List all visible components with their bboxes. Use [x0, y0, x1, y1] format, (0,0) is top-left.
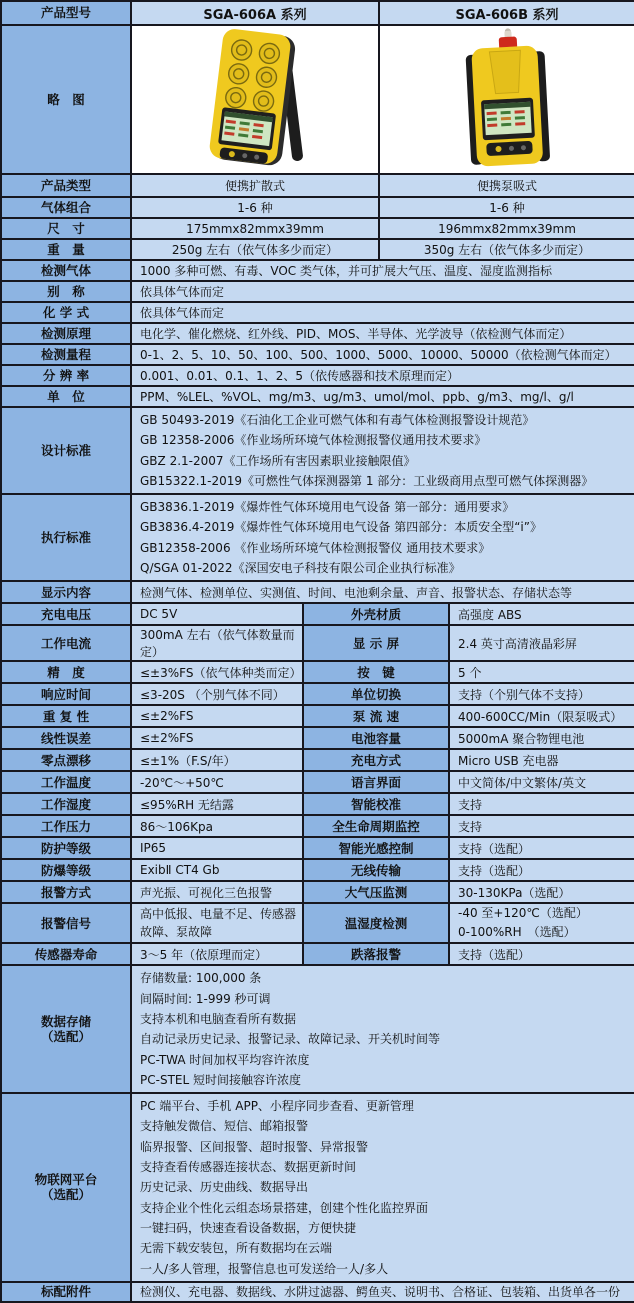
spec-value-right: 支持（选配）: [449, 837, 634, 859]
spec-label-line: （选配）: [40, 1187, 91, 1203]
standard-line: GBZ 2.1-2007《工作场所有害因素职业接触限值》: [140, 453, 416, 468]
spec-value-right: 支持（个别气体不支持）: [449, 683, 634, 705]
spec-value-a: 1-6 种: [131, 197, 379, 218]
spec-value-left: 300mA 左右（依气体数量而定）: [131, 625, 303, 661]
spec-value-left: DC 5V: [131, 603, 303, 625]
spec-value-a: 175mmx82mmx39mm: [131, 218, 379, 239]
spec-label: 尺 寸: [1, 218, 131, 239]
spec-label-line: 数据存储: [40, 1013, 91, 1029]
feature-line: 支持企业个性化云组态场景搭建，创建个性化监控界面: [140, 1200, 429, 1215]
spec-value-multiline: [131, 494, 634, 581]
spec-value-line: 0-100%RH （选配）: [458, 925, 576, 940]
spec-value-right: 5000mA 聚合物锂电池: [449, 727, 634, 749]
table-row: [1, 881, 634, 903]
spec-label-right: 智能校准: [303, 793, 449, 815]
table-row-exec-standards: [1, 494, 634, 581]
spec-value-right: 支持（选配）: [449, 943, 634, 965]
table-row: [1, 197, 634, 218]
spec-label-left: 精 度: [1, 661, 131, 683]
series-b-header: SGA-606B 系列: [379, 1, 634, 25]
spec-value-right: 400-600CC/Min（限泵吸式）: [449, 705, 634, 727]
spec-value-right: [449, 903, 634, 943]
spec-value-right: 支持（选配）: [449, 859, 634, 881]
spec-value: 检测气体、检测单位、实测值、时间、电池剩余量、声音、报警状态、存储状态等: [131, 581, 634, 603]
table-row: [1, 323, 634, 344]
spec-label: 执行标准: [1, 494, 131, 581]
spec-value-a: 便携扩散式: [131, 174, 379, 197]
spec-label-left: 线性误差: [1, 727, 131, 749]
table-row-header: [1, 1, 634, 25]
feature-line: 支持触发微信、短信、邮箱报警: [140, 1119, 309, 1134]
spec-value: 检测仪、充电器、数据线、水阱过滤器、鳄鱼夹、说明书、合格证、包装箱、出货单各一份: [131, 1282, 634, 1302]
table-row: [1, 344, 634, 365]
series-a-header: SGA-606A 系列: [131, 1, 379, 25]
spec-value-right: 中文简体/中文繁体/英文: [449, 771, 634, 793]
feature-line: 一键扫码，快速查看设备数据，方便快捷: [140, 1220, 357, 1235]
standard-line: GB15322.1-2019《可燃性气体探测器第 1 部分：工业级商用点型可燃气体探测器》: [140, 473, 594, 488]
spec-label-right: 智能光感控制: [303, 837, 449, 859]
spec-value-b: 196mmx82mmx39mm: [379, 218, 634, 239]
spec-label: 检测原理: [1, 323, 131, 344]
standard-line: Q/SGA 01-2022《深国安电子科技有限公司企业执行标准》: [140, 561, 461, 576]
spec-value: 依具体气体而定: [131, 302, 634, 323]
spec-label: 别 称: [1, 281, 131, 302]
device-a-image-cell: [131, 25, 379, 174]
spec-value-multiline: [131, 965, 634, 1093]
spec-label-left: 报警信号: [1, 903, 131, 943]
table-row: [1, 302, 634, 323]
feature-line: PC 端平台、手机 APP、小程序同步查看、更新管理: [140, 1099, 414, 1114]
table-row-alarm-signal: [1, 903, 634, 943]
table-row: [1, 815, 634, 837]
table-row-data-storage: [1, 965, 634, 1093]
spec-value-left: ≤±2%FS: [131, 727, 303, 749]
spec-label-left: 工作温度: [1, 771, 131, 793]
gas-detector-b-icon: [382, 27, 632, 168]
spec-value-right: 2.4 英寸高清液晶彩屏: [449, 625, 634, 661]
table-row: [1, 683, 634, 705]
table-row-sketch: [1, 25, 634, 174]
table-row-iot-platform: [1, 1093, 634, 1282]
spec-label-left: 工作湿度: [1, 793, 131, 815]
spec-value-a: 250g 左右（依气体多少而定）: [131, 239, 379, 260]
table-row: [1, 386, 634, 407]
spec-label-right: 按 键: [303, 661, 449, 683]
feature-line: 无需下载安装包，所有数据均在云端: [140, 1241, 333, 1256]
spec-value-left: -20℃～+50℃: [131, 771, 303, 793]
spec-value-b: 便携泵吸式: [379, 174, 634, 197]
spec-value-right: Micro USB 充电器: [449, 749, 634, 771]
body-ridge: [489, 50, 522, 94]
sketch-label: 略 图: [1, 25, 131, 174]
spec-value-left: 声光振、可视化三色报警: [131, 881, 303, 903]
spec-label-left: 响应时间: [1, 683, 131, 705]
spec-value-right: 支持: [449, 793, 634, 815]
spec-label: 化 学 式: [1, 302, 131, 323]
spec-value-left: ≤3-20S （个别气体不同）: [131, 683, 303, 705]
standard-line: GB 50493-2019《石油化工企业可燃气体和有毒气体检测报警设计规范》: [140, 413, 535, 427]
spec-label: 检测量程: [1, 344, 131, 365]
spec-label-right: 单位切换: [303, 683, 449, 705]
spec-label-left: 传感器寿命: [1, 943, 131, 965]
table-row: [1, 281, 634, 302]
table-row: [1, 705, 634, 727]
spec-label-left: 防护等级: [1, 837, 131, 859]
spec-label-right: 无线传输: [303, 859, 449, 881]
feature-line: 自动记录历史记录、报警记录、故障记录、开关机时间等: [140, 1032, 441, 1047]
standard-line: GB12358-2006 《作业场所环境气体检测报警仪 通用技术要求》: [140, 540, 491, 555]
feature-line: 临界报警、区间报警、超时报警、异常报警: [140, 1139, 369, 1154]
table-row: [1, 837, 634, 859]
feature-line: 支持本机和电脑查看所有数据: [140, 1011, 297, 1026]
table-row: [1, 749, 634, 771]
spec-value-right: 30-130KPa（选配）: [449, 881, 634, 903]
feature-line: 历史记录、历史曲线、数据导出: [140, 1180, 309, 1195]
spec-label-right: 大气压监测: [303, 881, 449, 903]
spec-value-right: 高强度 ABS: [449, 603, 634, 625]
spec-value-b: 350g 左右（依气体多少而定）: [379, 239, 634, 260]
table-row: [1, 859, 634, 881]
spec-value: 0-1、2、5、10、50、100、500、1000、5000、10000、50000（依检测气体而定）: [131, 344, 634, 365]
spec-label-right: 温湿度检测: [303, 903, 449, 943]
spec-value: 依具体气体而定: [131, 281, 634, 302]
lcd-readings: [487, 110, 526, 127]
spec-value: 电化学、催化燃烧、红外线、PID、MOS、半导体、光学波导（依检测气体而定）: [131, 323, 634, 344]
spec-label: 设计标准: [1, 407, 131, 494]
table-row: [1, 260, 634, 281]
spec-value-line: -40 至+120℃（选配）: [458, 906, 588, 921]
spec-label-left: 防爆等级: [1, 859, 131, 881]
spec-value-multiline: [131, 1093, 634, 1282]
spec-label-right: 语言界面: [303, 771, 449, 793]
table-row: [1, 174, 634, 197]
table-row: [1, 771, 634, 793]
spec-label-line: 物联网平台: [34, 1171, 98, 1187]
device-b-image-cell: [379, 25, 634, 174]
spec-label: 单 位: [1, 386, 131, 407]
spec-label: 显示内容: [1, 581, 131, 603]
spec-label-left: 重 复 性: [1, 705, 131, 727]
spec-label-left: 充电电压: [1, 603, 131, 625]
spec-value-left: ≤±1%（F.S/年）: [131, 749, 303, 771]
spec-label: 重 量: [1, 239, 131, 260]
spec-value-left: ≤±3%FS（依气体种类而定）: [131, 661, 303, 683]
spec-value: PPM、%LEL、%VOL、mg/m3、ug/m3、umol/mol、ppb、g/m3、mg/l、g/l: [131, 386, 634, 407]
table-row: [1, 581, 634, 603]
table-row: [1, 727, 634, 749]
spec-label: 分 辨 率: [1, 365, 131, 386]
spec-value-right: 支持: [449, 815, 634, 837]
feature-line: PC-TWA 时间加权平均容许浓度: [140, 1052, 310, 1067]
spec-label: [1, 965, 131, 1093]
table-row: [1, 661, 634, 683]
spec-label: 产品类型: [1, 174, 131, 197]
spec-value-left: 3～5 年（依原理而定）: [131, 943, 303, 965]
table-row: [1, 365, 634, 386]
gas-detector-a-icon: [133, 27, 377, 168]
spec-label-line: （选配）: [40, 1029, 91, 1045]
standard-line: GB 12358-2006《作业场所环境气体检测报警仪通用技术要求》: [140, 433, 487, 448]
spec-value-left: 高中低报、电量不足、传感器故障、泵故障: [131, 903, 303, 943]
spec-label-right: 电池容量: [303, 727, 449, 749]
spec-value-b: 1-6 种: [379, 197, 634, 218]
spec-value-left: ≤±2%FS: [131, 705, 303, 727]
standard-line: GB3836.4-2019《爆炸性气体环境用电气设备 第四部分：本质安全型“i”》: [140, 520, 542, 535]
table-row: [1, 603, 634, 625]
feature-line: 支持查看传感器连接状态、数据更新时间: [140, 1160, 357, 1175]
spec-value-multiline: [131, 407, 634, 494]
spec-label: 气体组合: [1, 197, 131, 218]
spec-label-left: 工作压力: [1, 815, 131, 837]
spec-label-right: 充电方式: [303, 749, 449, 771]
feature-line: 间隔时间: 1-999 秒可调: [140, 991, 271, 1006]
spec-label-right: 跌落报警: [303, 943, 449, 965]
table-row-design-standards: [1, 407, 634, 494]
table-row: [1, 943, 634, 965]
feature-line: PC-STEL 短时间接触容许浓度: [140, 1072, 301, 1087]
table-row: [1, 239, 634, 260]
spec-value: 0.001、0.01、0.1、1、2、5（依传感器和技术原理而定）: [131, 365, 634, 386]
spec-value-left: ExibⅡ CT4 Gb: [131, 859, 303, 881]
spec-label-right: 显 示 屏: [303, 625, 449, 661]
feature-line: 一人/多人管理，报警信息也可发送给一人/多人: [140, 1261, 389, 1276]
spec-value: 1000 多种可燃、有毒、VOC 类气体，并可扩展大气压、温度、湿度监测指标: [131, 260, 634, 281]
spec-value-left: IP65: [131, 837, 303, 859]
spec-value-left: ≤95%RH 无结露: [131, 793, 303, 815]
spec-label: 检测气体: [1, 260, 131, 281]
product-model-header: 产品型号: [1, 1, 131, 25]
spec-label-left: 工作电流: [1, 625, 131, 661]
spec-label-right: 外壳材质: [303, 603, 449, 625]
standard-line: GB3836.1-2019《爆炸性气体环境用电气设备 第一部分：通用要求》: [140, 500, 515, 515]
spec-label-right: 全生命周期监控: [303, 815, 449, 837]
spec-label-left: 报警方式: [1, 881, 131, 903]
table-row: [1, 793, 634, 815]
spec-label: 标配附件: [1, 1282, 131, 1302]
spec-label: [1, 1093, 131, 1282]
feature-line: 存储数量: 100,000 条: [140, 971, 262, 986]
spec-label-right: 泵 流 速: [303, 705, 449, 727]
table-row: [1, 218, 634, 239]
spec-label-left: 零点漂移: [1, 749, 131, 771]
spec-value-right: 5 个: [449, 661, 634, 683]
spec-value-left: 86～106Kpa: [131, 815, 303, 837]
table-row: [1, 625, 634, 661]
table-row-accessories: [1, 1282, 634, 1302]
